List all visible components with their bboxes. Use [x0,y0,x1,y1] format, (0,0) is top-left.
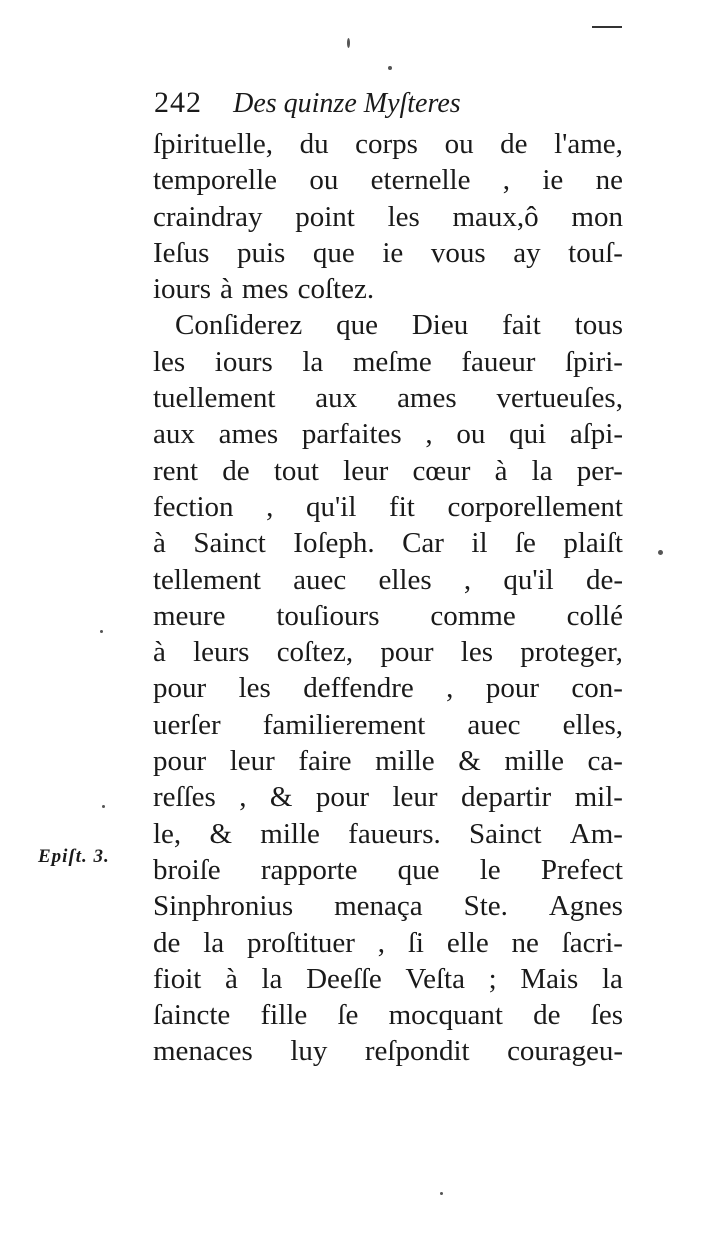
word: elles, [562,708,623,741]
word: de [222,454,250,487]
word: menaces [153,1035,253,1068]
text-line [153,961,623,997]
word: Conſiderez [175,309,303,342]
word: reſſes [153,781,216,814]
word: mocquant [388,999,503,1032]
word: aux [315,382,358,415]
word: , [425,418,433,451]
text-line [153,453,623,489]
word: tout [273,454,319,487]
word: ames [397,382,457,415]
word: fection [153,490,234,523]
word: mille [504,745,564,778]
word: ie [542,164,564,197]
text-line [153,816,623,852]
text-line [153,997,623,1033]
word: fait [502,309,541,342]
text-line [153,598,623,634]
body-text [153,126,623,1070]
word: deffendre [303,672,414,705]
word: rapporte [260,853,358,886]
word: point [295,200,355,233]
word: , [377,926,386,959]
word: ou [444,128,474,160]
word: , [446,672,454,705]
word: luy [290,1035,328,1068]
word: de- [585,563,623,596]
word: , [239,781,247,814]
word: qu'il [503,563,554,596]
word: pour [485,672,539,705]
word: mon [571,200,623,233]
text-line [153,852,623,888]
word: Ieſus [153,236,210,269]
word: Agnes [548,890,623,923]
word: proteger, [520,636,623,669]
word: du [299,128,329,160]
word: touſiours [276,599,380,632]
text-line [153,779,623,815]
word: de [500,128,528,160]
word: Ioſeph. [293,527,375,560]
word: ſi [407,926,424,959]
word: la [203,926,225,959]
word: per- [576,454,623,487]
word: elle [446,926,489,959]
word: & [269,781,293,814]
text-line [153,271,623,307]
word: Deeſſe [306,962,382,995]
word: la [601,962,623,995]
scan-speck [347,38,350,48]
word: rent [153,454,199,487]
word: tous [574,309,623,342]
word: faueurs. [348,817,441,850]
word: les [153,345,186,378]
word: coſtez. [297,273,375,306]
word: Am- [569,817,623,850]
text-line [153,199,623,235]
word: il [471,527,488,560]
word: ſacri- [561,926,623,959]
text-line [153,307,623,343]
word: plaiſt [563,527,623,560]
word: leur [229,745,275,778]
word: ſpiri- [564,345,623,378]
word: Car [402,527,444,560]
word: parfaites [301,418,402,451]
word: iours [153,273,211,306]
word: faueur [461,345,536,378]
word: ſe [514,527,536,560]
word: corporellement [447,490,623,523]
text-line [153,344,623,380]
word: collé [566,599,623,632]
running-title: Des quinze Myſteres [233,88,461,119]
word: ie [382,236,404,269]
scan-speck [440,1192,443,1195]
word: pour [153,745,207,778]
text-line [153,1033,623,1069]
word: fit [389,490,415,523]
word: à [494,454,508,487]
word: mille [375,745,435,778]
word: le, [153,817,182,850]
word: courageu- [507,1035,623,1068]
word: mil- [574,781,623,814]
scan-speck [388,66,392,70]
word: que [397,853,440,886]
word: , [502,164,511,197]
word: iours [214,345,273,378]
text-line [153,380,623,416]
word: cœur [412,454,471,487]
scan-mark [592,26,622,28]
word: leur [392,781,438,814]
word: que [312,236,355,269]
word: que [336,309,378,342]
word: Sinphronius [153,890,294,923]
word: craindray [153,200,263,233]
word: uerſer [153,708,221,741]
word: les [460,636,493,669]
scan-speck [100,630,103,633]
word: con- [571,672,623,705]
word: tuellement [153,382,276,415]
text-line [153,888,623,924]
word: auec [293,563,347,596]
word: les [238,672,271,705]
text-line [153,743,623,779]
word: l'ame, [554,128,623,160]
word: mille [260,817,320,850]
word: faire [298,745,352,778]
word: ou [309,164,339,197]
text-line [153,562,623,598]
page-header [154,86,461,120]
word: touſ- [568,236,623,269]
word: le [479,853,501,886]
page-number: 242 [154,86,202,119]
word: à [153,636,166,669]
word: familierement [262,708,426,741]
text-line [153,525,623,561]
word: ca- [587,745,623,778]
word: Mais [520,962,579,995]
word: meſme [352,345,432,378]
word: ſe [337,999,359,1032]
word: vertueuſes, [496,382,623,415]
word: ou [456,418,486,451]
word: fille [260,999,308,1032]
word: menaça [334,890,423,923]
word: eternelle [370,164,471,197]
word: ames [218,418,279,451]
text-line [153,126,623,162]
margin-note: Epiſt. 3. [38,846,110,867]
word: pour [153,672,207,705]
text-line [153,670,623,706]
word: qui [509,418,547,451]
text-line [153,634,623,670]
word: Ste. [463,890,508,923]
word: Dieu [411,309,469,342]
word: de [533,999,561,1032]
word: ſpirituelle, [153,128,273,160]
text-line [153,707,623,743]
word: , [266,490,274,523]
word: qu'il [306,490,357,523]
word: ne [595,164,623,197]
word: les [387,200,420,233]
word: broiſe [153,853,221,886]
word: aux [153,418,195,451]
word: fioit [153,962,202,995]
word: la [531,454,553,487]
word: , [463,563,472,596]
word: & [458,745,481,778]
word: departir [461,781,552,814]
word: leurs [193,636,250,669]
word: pour [315,781,370,814]
word: corps [355,128,418,160]
word: Sainct [469,817,542,850]
word: Prefect [540,853,623,886]
word: meure [153,599,226,632]
word: mes [241,273,289,306]
word: vous [430,236,486,269]
word: ay [513,236,541,269]
word: aſpi- [569,418,623,451]
word: Sainct [193,527,266,560]
word: tellement [153,563,261,596]
word: Veſta [405,962,465,995]
word: de [153,926,181,959]
word: la [302,345,324,378]
word: ne [511,926,539,959]
word: auec [467,708,521,741]
word: à [220,273,233,306]
word: temporelle [153,164,278,197]
word: maux,ô [452,200,539,233]
word: ſes [590,999,623,1032]
word: proſtituer [247,926,355,959]
word: coſtez, [276,636,354,669]
word: & [209,817,233,850]
word: pour [380,636,434,669]
text-line [153,416,623,452]
word: comme [430,599,516,632]
scan-speck [102,805,105,808]
scan-speck [658,550,663,555]
word: reſpondit [364,1035,470,1068]
word: à [153,527,166,560]
word: ; [488,962,497,995]
word: à [224,962,238,995]
text-line [153,489,623,525]
word: puis [236,236,286,269]
text-line [153,925,623,961]
word: la [261,962,283,995]
word: elles [378,563,432,596]
text-line [153,235,623,271]
word: leur [343,454,389,487]
text-line [153,162,623,198]
word: ſaincte [153,999,231,1032]
